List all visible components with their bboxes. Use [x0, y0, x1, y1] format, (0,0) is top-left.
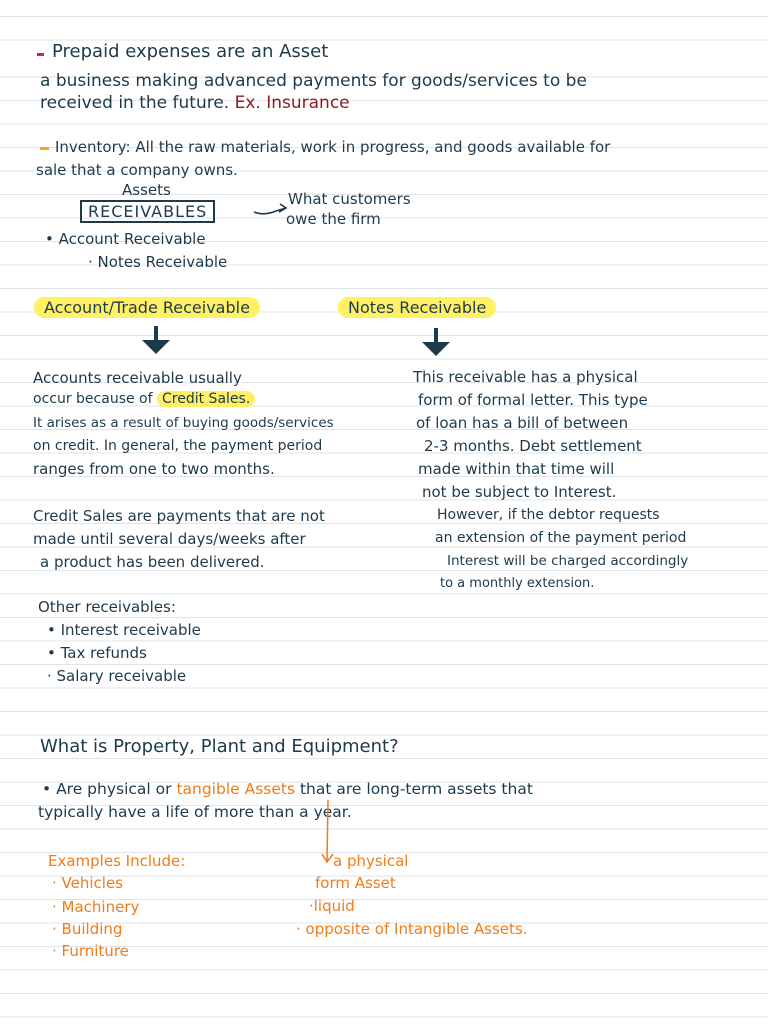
notes-text-10: to a monthly extension.	[440, 576, 595, 591]
example-item: · Building	[52, 920, 123, 938]
account-text-4: on credit. In general, the payment period	[33, 438, 323, 454]
examples-title: Examples Include:	[48, 852, 186, 870]
credit-sales-text-2: made until several days/weeks after	[33, 530, 306, 548]
down-arrow-icon	[419, 326, 453, 360]
down-arrow-icon	[139, 324, 173, 358]
inventory-line-1: Inventory: All the raw materials, work in progress, and goods available for	[55, 138, 611, 156]
bullet-dash	[40, 147, 49, 150]
ppe-question: What is Property, Plant and Equipment?	[40, 736, 399, 757]
account-text-5: ranges from one to two months.	[33, 460, 275, 478]
account-text-2: occur because of Credit Sales.	[33, 391, 255, 408]
credit-sales-highlight: Credit Sales.	[157, 391, 255, 407]
example-item: · Vehicles	[52, 874, 123, 892]
receivables-box: RECEIVABLES	[80, 200, 215, 223]
notes-text-2: form of formal letter. This type	[418, 391, 648, 409]
prepaid-title: Prepaid expenses are an Asset	[52, 41, 329, 62]
account-text-1: Accounts receivable usually	[33, 369, 242, 387]
receivable-item-1: • Account Receivable	[45, 230, 206, 248]
account-text-3: It arises as a result of buying goods/services	[33, 415, 334, 431]
other-receivables-title: Other receivables:	[38, 598, 176, 616]
notes-text-9: Interest will be charged accordingly	[447, 553, 689, 569]
heading-account-receivable: Account/Trade Receivable	[34, 297, 260, 318]
arrow-note-1: What customers	[288, 190, 411, 208]
other-item: • Tax refunds	[47, 644, 147, 662]
credit-sales-text-1: Credit Sales are payments that are not	[33, 507, 325, 525]
ppe-line-1: • Are physical or tangible Assets that are long-term assets that	[42, 780, 533, 798]
tangible-note: a physical	[333, 852, 409, 870]
notes-text-7: However, if the debtor requests	[437, 507, 660, 523]
notes-text-4: 2-3 months. Debt settlement	[424, 437, 642, 455]
credit-sales-text-3: a product has been delivered.	[40, 553, 265, 571]
bullet-dash	[37, 53, 44, 56]
receivable-item-2: · Notes Receivable	[88, 253, 228, 271]
heading-notes-receivable: Notes Receivable	[338, 297, 496, 318]
tangible-note: form Asset	[315, 874, 396, 892]
ppe-line-2: typically have a life of more than a year.	[38, 803, 352, 821]
notes-text-6: not be subject to Interest.	[422, 483, 617, 501]
prepaid-line-2: received in the future. Ex. Insurance	[40, 93, 350, 113]
prepaid-example: Ex. Insurance	[234, 93, 350, 113]
inventory-line-2: sale that a company owns.	[36, 161, 238, 179]
tangible-note: · opposite of Intangible Assets.	[296, 920, 528, 938]
assets-label: Assets	[122, 181, 171, 199]
tangible-note: ·liquid	[309, 897, 355, 915]
notes-text-8: an extension of the payment period	[435, 530, 687, 546]
example-item: · Furniture	[52, 942, 129, 960]
example-item: · Machinery	[52, 898, 140, 916]
other-item: · Salary receivable	[47, 667, 187, 685]
other-item: • Interest receivable	[47, 621, 201, 639]
tangible-assets-term: tangible Assets	[176, 780, 296, 798]
prepaid-line-1: a business making advanced payments for goods/services to be	[40, 71, 587, 91]
notes-text-1: This receivable has a physical	[413, 368, 638, 386]
notes-text-3: of loan has a bill of between	[416, 414, 629, 432]
arrow-note-2: owe the firm	[286, 210, 381, 228]
notes-text-5: made within that time will	[418, 460, 615, 478]
